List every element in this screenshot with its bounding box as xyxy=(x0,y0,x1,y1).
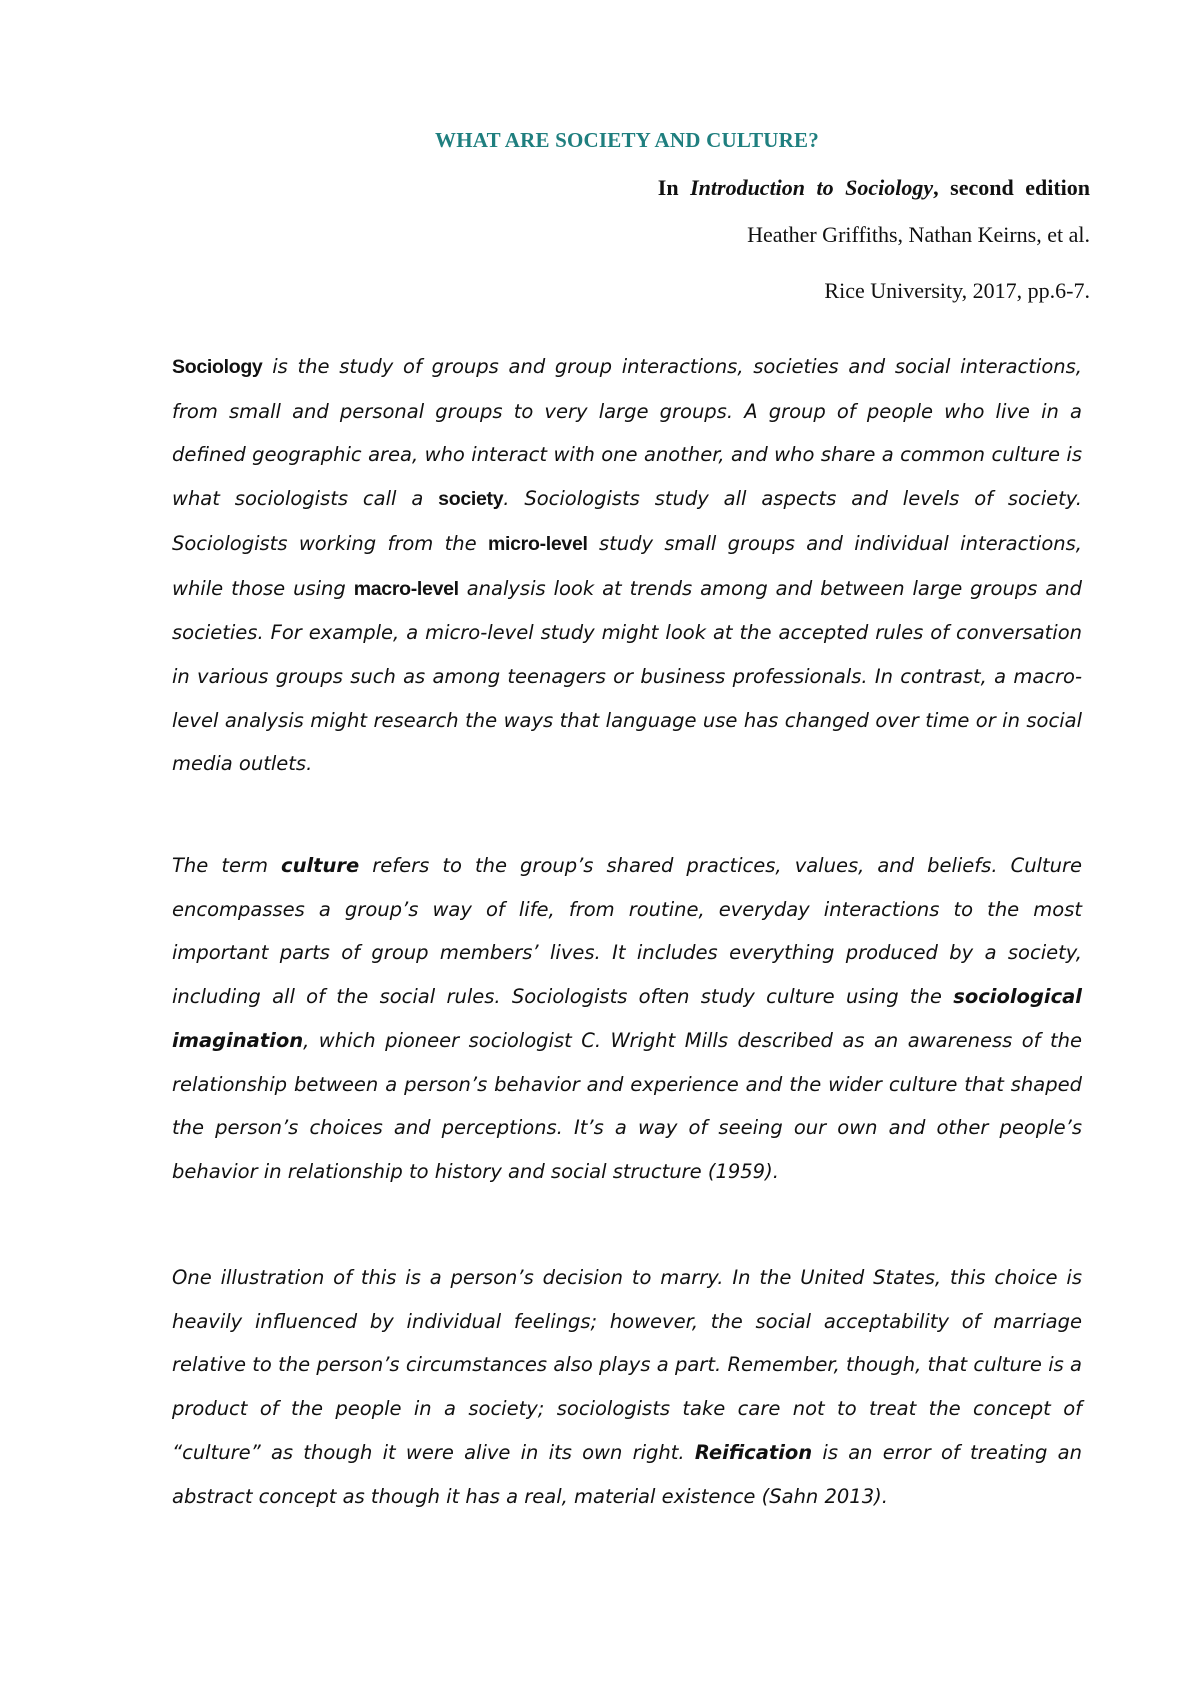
citation-book-line xyxy=(658,175,1090,201)
citation-book-title: Introduction to Sociology xyxy=(690,175,934,200)
citation-edition: , second edition xyxy=(933,175,1090,200)
keyword-sociology: Sociology xyxy=(172,356,263,378)
page-title: WHAT ARE SOCIETY AND CULTURE? xyxy=(435,128,819,152)
paragraph-sociology xyxy=(172,345,1082,786)
keyword-sociological-imagination: sociological imagination xyxy=(172,985,1082,1052)
keyword-macro-level: macro-level xyxy=(353,577,459,600)
keyword-reification: Reification xyxy=(694,1440,813,1464)
paragraph-text: The term xyxy=(172,854,282,877)
paragraph-culture xyxy=(172,844,1082,1194)
paragraph-text: study small groups and individual interactions, while those using xyxy=(172,531,1083,600)
citation-prefix: In xyxy=(657,175,691,200)
paragraph-text: is an error of treating an abstract concept as though it has a real, material existence (Sahn 2013). xyxy=(172,1440,1082,1508)
keyword-culture: culture xyxy=(281,854,360,877)
paragraph-text: refers to the group’s shared practices, values, and beliefs. Culture encompasses a group’s way of life, from routine, everyday interactions to the most important parts of group members’ lives. It includes everything produced by a society, including all of the social rules. Sociologists often study culture using the xyxy=(172,854,1082,1009)
paragraph-text: One illustration of this is a person’s decision to marry. In the United States, this choice is heavily influenced by individual feelings; however, the social acceptability of marriage relative to the person’s circumstances also plays a part. Remember, though, that culture is a product of the people in a society; sociologists take care not to treat the concept of “culture” as though it were alive in its own right. xyxy=(172,1266,1082,1464)
citation-authors: Heather Griffiths, Nathan Keirns, et al. xyxy=(747,222,1090,247)
keyword-society: society xyxy=(438,488,504,511)
paragraph-text: . Sociologists study all aspects and levels of society. Sociologists working from the xyxy=(172,487,1082,555)
paragraph-marriage xyxy=(172,1256,1082,1518)
paragraph-text: , which pioneer sociologist C. Wright Mills described as an awareness of the relationship between a person’s behavior and experience and the wider culture that shaped the person’s choices and perceptions. It’s a way of seeing our own and other people’s behavior in relationship to history and social structure (1959). xyxy=(172,1028,1082,1183)
citation-publisher: Rice University, 2017, pp.6-7. xyxy=(824,278,1090,303)
paragraph-text: analysis look at trends among and between large groups and societies. For example, a micro-level study might look at the accepted rules of conversation in various groups such as among teenagers or business professionals. In contrast, a macro-level analysis might research the ways that language use has changed over time or in social media outlets. xyxy=(172,576,1083,776)
keyword-micro-level: micro-level xyxy=(487,532,588,555)
paragraph-text: is the study of groups and group interactions, societies and social interactions, from small and personal groups to very large groups. A group of people who live in a defined geographic area, who interact with one another, and who share a common culture is what sociologists call a xyxy=(172,355,1082,511)
